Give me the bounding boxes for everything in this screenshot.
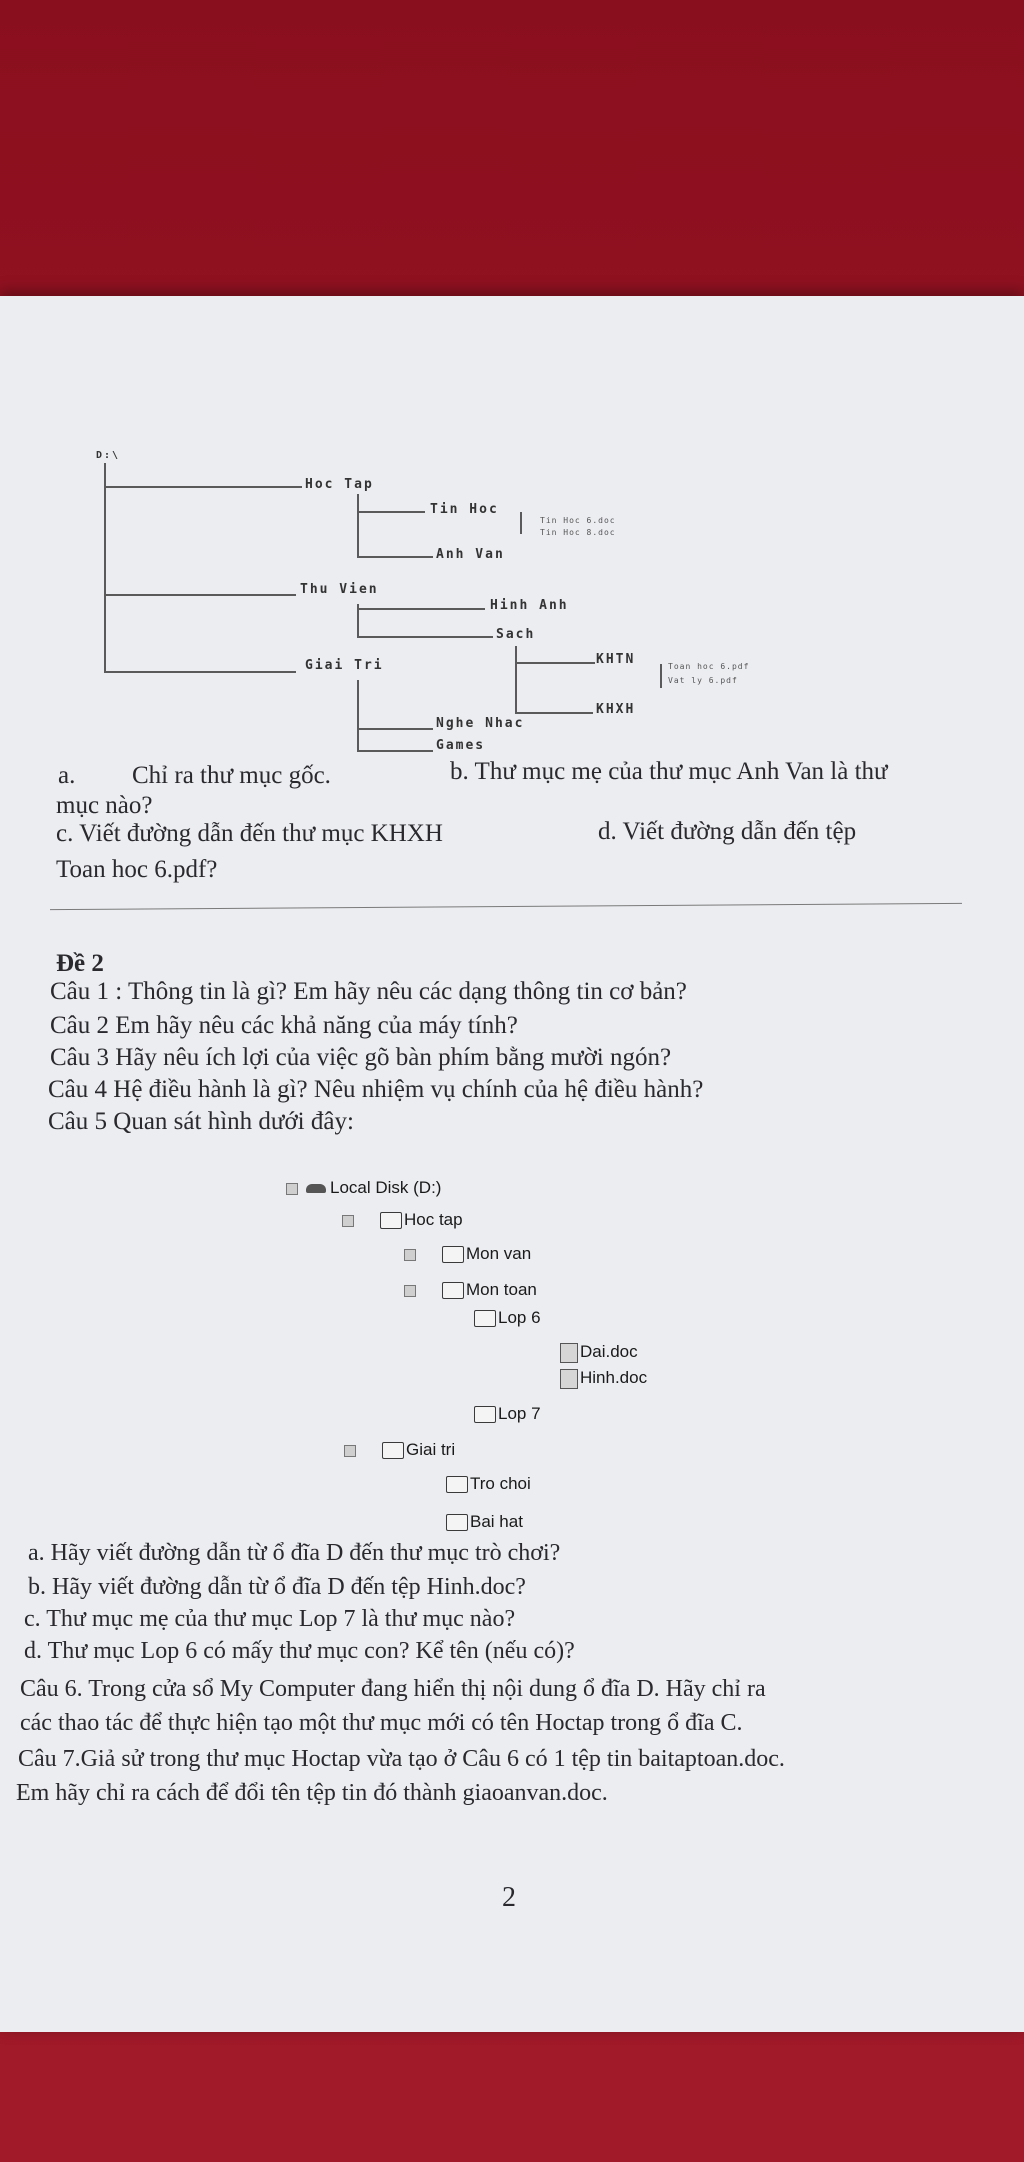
tree-branch [515,712,593,714]
folder-icon [474,1310,496,1327]
tree-row-mon-van [404,1244,531,1264]
question-5d: d. Thư mục Lop 6 có mấy thư mục con? Kể tên (nếu có)? [24,1638,575,1664]
tree-branch [357,511,425,513]
expand-toggle-icon [404,1249,416,1261]
question-6-line-2: các thao tác để thực hiện tạo một thư mục mới có tên Hoctap trong ổ đĩa C. [20,1710,743,1736]
tree-branch [515,662,595,664]
question-6-line-1: Câu 6. Trong cửa sổ My Computer đang hiển thị nội dung ổ đĩa D. Hãy chỉ ra [20,1676,766,1702]
question-a: Chỉ ra thư mục gốc. [132,762,331,789]
tree-node-nghe-nhac: Nghe Nhac [436,716,525,731]
tree-label: Mon toan [466,1280,537,1299]
document-icon [560,1369,578,1389]
tree-label: Hinh.doc [580,1368,648,1387]
drive-icon [306,1184,326,1193]
tree-label: Dai.doc [580,1342,638,1361]
tree-root-label: D:\ [96,450,121,461]
tree-label: Mon van [466,1244,532,1263]
tree-row-tro-choi [446,1474,531,1494]
tree-label: Tro choi [470,1474,531,1493]
section-title-de-2: Đề 2 [56,950,104,977]
question-b: b. Thư mục mẹ của thư mục Anh Van là thư [450,758,888,785]
tree-row-giai-tri [344,1440,455,1460]
question-d-continued: Toan hoc 6.pdf? [56,856,218,883]
tree-branch [104,486,302,488]
tree-branch [520,512,522,534]
tree-node-sach: Sach [496,627,536,642]
tree-branch [104,671,296,673]
tree-label: Lop 7 [498,1404,541,1423]
question-4: Câu 4 Hệ điều hành là gì? Nêu nhiệm vụ chính của hệ điều hành? [48,1076,704,1103]
tree-branch [357,750,433,752]
tree-row-lop-6 [474,1308,541,1328]
question-7-line-2: Em hãy chỉ ra cách để đổi tên tệp tin đó thành giaoanvan.doc. [16,1780,608,1806]
tree-row-bai-hat [446,1512,523,1532]
tree-node-hinh-anh: Hinh Anh [490,598,569,613]
tree-label: Giai tri [406,1440,456,1459]
tree-row-lop-7 [474,1404,541,1424]
collapse-toggle-icon [286,1183,298,1195]
tree-node-tin-hoc: Tin Hoc [430,502,499,517]
question-b-continued: mục nào? [56,792,153,819]
question-3: Câu 3 Hãy nêu ích lợi của việc gõ bàn phím bằng mười ngón? [50,1044,672,1071]
tree-file-tin-hoc-6: Tin Hoc 6.doc [540,516,616,525]
question-5a: a. Hãy viết đường dẫn từ ổ đĩa D đến thư mục trò chơi? [28,1540,561,1566]
question-2: Câu 2 Em hãy nêu các khả năng của máy tính? [50,1012,518,1039]
collapse-toggle-icon [344,1445,356,1457]
tree-branch [357,636,493,638]
tree-node-games: Games [436,738,486,753]
tree-row-hinh-doc [560,1368,647,1389]
question-7-line-1: Câu 7.Giả sử trong thư mục Hoctap vừa tạo ở Câu 6 có 1 tệp tin baitaptoan.doc. [18,1746,785,1772]
tree-file-vat-ly: Vat ly 6.pdf [668,676,738,685]
folder-icon [474,1406,496,1423]
tree-branch [357,556,433,558]
folder-icon [442,1246,464,1263]
tree-label: Bai hat [470,1512,523,1531]
tree-label: Local Disk (D:) [330,1178,442,1197]
tree-label: Lop 6 [498,1308,541,1327]
document-icon [560,1343,578,1363]
folder-icon [446,1476,468,1493]
question-5: Câu 5 Quan sát hình dưới đây: [48,1108,354,1135]
tree-root-trunk [104,463,106,673]
tree-row-local-disk [286,1178,441,1198]
question-d: d. Viết đường dẫn đến tệp [598,818,857,845]
tree-branch [660,664,662,688]
tree-node-khtn: KHTN [596,652,636,667]
question-5c: c. Thư mục mẹ của thư mục Lop 7 là thư mục nào? [24,1606,516,1632]
folder-icon [446,1514,468,1531]
tree-row-dai-doc [560,1342,638,1363]
tree-branch [357,494,359,558]
tree-row-hoc-tap [342,1210,463,1230]
folder-icon [442,1282,464,1299]
tree-branch [357,680,359,752]
collapse-toggle-icon [342,1215,354,1227]
tree-file-toan-hoc: Toan hoc 6.pdf [668,662,750,671]
tree-node-hoc-tap: Hoc Tap [305,477,374,492]
tree-branch [515,646,517,714]
tree-node-giai-tri: Giai Tri [305,658,384,673]
tree-label: Hoc tap [404,1210,463,1229]
question-c: c. Viết đường dẫn đến thư mục KHXH [56,820,443,847]
folder-icon [380,1212,402,1229]
question-a-letter: a. [58,762,76,789]
folder-icon [382,1442,404,1459]
tree-row-mon-toan [404,1280,537,1300]
tree-node-khxh: KHXH [596,702,636,717]
collapse-toggle-icon [404,1285,416,1297]
tree-branch [104,594,296,596]
tree-file-tin-hoc-8: Tin Hoc 8.doc [540,528,616,537]
question-1: Câu 1 : Thông tin là gì? Em hãy nêu các dạng thông tin cơ bản? [50,978,687,1005]
tree-node-thu-vien: Thu Vien [300,582,379,597]
page-number: 2 [502,1882,516,1913]
tree-node-anh-van: Anh Van [436,547,505,562]
tree-branch [357,608,485,610]
tree-branch [357,728,433,730]
question-5b: b. Hãy viết đường dẫn từ ổ đĩa D đến tệp Hinh.doc? [28,1574,526,1600]
